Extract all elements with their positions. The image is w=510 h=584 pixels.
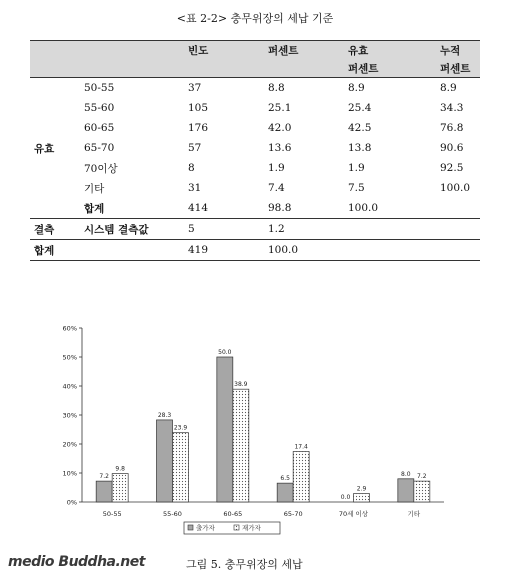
frequency-table (30, 40, 480, 261)
table-row (30, 158, 480, 178)
total-label: 합계 (30, 240, 80, 261)
row-label: 50-55 (84, 82, 115, 94)
table-row (30, 98, 480, 118)
bar-series1 (96, 481, 112, 502)
cell-cum: 92.5 (440, 162, 464, 174)
cell-valid: 8.9 (348, 82, 365, 94)
data-label: 7.2 (99, 473, 109, 481)
cell-cum: 90.6 (440, 142, 464, 154)
data-label: 8.0 (401, 470, 411, 478)
cell-cum: 100.0 (440, 182, 471, 194)
bar-chart (52, 318, 452, 548)
row-label: 기타 (84, 182, 105, 195)
cell-freq: 57 (188, 142, 202, 154)
y-tick-label: 40% (62, 382, 77, 391)
row-label: 70이상 (84, 162, 118, 175)
row-label: 시스템 결측값 (80, 219, 184, 240)
y-tick-label: 60% (62, 324, 77, 333)
cell-cum: 34.3 (440, 102, 464, 114)
y-tick-label: 50% (62, 353, 77, 362)
valid-group-label: 유효 (34, 142, 55, 155)
bar-series1 (217, 357, 233, 502)
header-valid-sub: 퍼센트 (344, 59, 436, 78)
table-header-row (30, 41, 480, 60)
data-label: 17.4 (294, 443, 308, 451)
cell-freq: 414 (188, 202, 209, 214)
cell-pct: 1.2 (264, 219, 344, 240)
cell-valid: 13.8 (348, 142, 372, 154)
legend-label: 재가자 (242, 524, 261, 532)
table-row-subtotal (30, 198, 480, 219)
cell-pct: 8.8 (268, 82, 285, 94)
legend-label: 출가자 (196, 524, 215, 532)
cell-freq: 176 (188, 122, 209, 134)
table-row-total (30, 240, 480, 261)
table-caption: <표 2-2> 충무위장의 세납 기준 (176, 12, 334, 25)
row-label: 65-70 (84, 142, 115, 154)
header-cum-sub: 퍼센트 (436, 59, 480, 78)
row-label: 합계 (84, 202, 105, 215)
cell-pct: 25.1 (268, 102, 292, 114)
table-row (30, 78, 480, 99)
table-row-missing (30, 219, 480, 240)
cell-valid: 7.5 (348, 182, 365, 194)
y-tick-label: 10% (62, 469, 77, 478)
cell-freq: 37 (188, 82, 202, 94)
chart-svg (52, 318, 452, 548)
data-label: 9.8 (115, 465, 125, 473)
cell-freq: 31 (188, 182, 202, 194)
x-tick-label: 55-60 (163, 510, 182, 518)
data-label: 50.0 (218, 349, 232, 356)
bar-series1 (157, 420, 173, 502)
cell-valid: 100.0 (348, 202, 379, 214)
cell-freq: 419 (184, 240, 264, 261)
bar-series2 (112, 474, 128, 502)
data-label: 7.2 (417, 473, 427, 481)
cell-cum: 76.8 (440, 122, 464, 134)
data-label: 23.9 (173, 424, 188, 432)
bar-series1 (277, 483, 293, 502)
data-label: 6.5 (280, 475, 290, 483)
bar-series2 (354, 494, 370, 502)
x-tick-label: 70세 이상 (338, 510, 369, 518)
x-tick-label: 50-55 (102, 510, 122, 518)
x-tick-label: 65-70 (283, 510, 303, 518)
bar-series1 (398, 479, 414, 502)
cell-valid: 1.9 (348, 162, 365, 174)
missing-group-label: 결측 (30, 219, 80, 240)
bar-series2 (293, 452, 309, 502)
table-row (30, 178, 480, 198)
cell-freq: 5 (184, 219, 264, 240)
row-label: 60-65 (84, 122, 115, 134)
cell-pct: 42.0 (268, 122, 292, 134)
table-row (30, 138, 480, 158)
data-label: 0.0 (340, 494, 351, 501)
cell-pct: 1.9 (268, 162, 285, 174)
watermark-logo: medio Buddha.net (8, 554, 145, 570)
y-tick-label: 20% (62, 440, 77, 449)
bar-series2 (173, 433, 189, 502)
header-freq-sub (184, 59, 264, 78)
cell-valid: 25.4 (348, 102, 372, 114)
x-tick-label: 기타 (407, 510, 421, 518)
table-header-row-2 (30, 59, 480, 78)
cell-pct: 7.4 (268, 182, 285, 194)
data-label: 28.3 (157, 411, 172, 419)
y-tick-label: 30% (62, 411, 77, 420)
data-label: 38.9 (234, 381, 248, 389)
bar-series2 (233, 389, 249, 502)
cell-pct: 13.6 (268, 142, 292, 154)
header-valid: 유효 (344, 41, 436, 60)
table-row (30, 118, 480, 138)
header-pct-sub (264, 59, 344, 78)
figure-caption: 그림 5. 충무위장의 세납 (186, 558, 303, 571)
y-tick-label: 0% (66, 498, 77, 507)
cell-freq: 8 (188, 162, 195, 174)
cell-pct: 100.0 (264, 240, 344, 261)
cell-cum (436, 198, 480, 219)
header-pct: 퍼센트 (264, 41, 344, 60)
cell-valid: 42.5 (348, 122, 372, 134)
cell-cum: 8.9 (440, 82, 457, 94)
footer (8, 554, 508, 578)
row-label: 55-60 (84, 102, 115, 114)
header-freq: 빈도 (184, 41, 264, 60)
x-tick-label: 60-65 (223, 510, 243, 518)
legend-swatch (188, 525, 193, 530)
legend-swatch (234, 525, 239, 530)
cell-freq: 105 (188, 102, 209, 114)
cell-pct: 98.8 (268, 202, 292, 214)
bar-series2 (414, 481, 430, 502)
header-cum: 누적 (436, 41, 480, 60)
data-label: 2.9 (356, 485, 367, 493)
